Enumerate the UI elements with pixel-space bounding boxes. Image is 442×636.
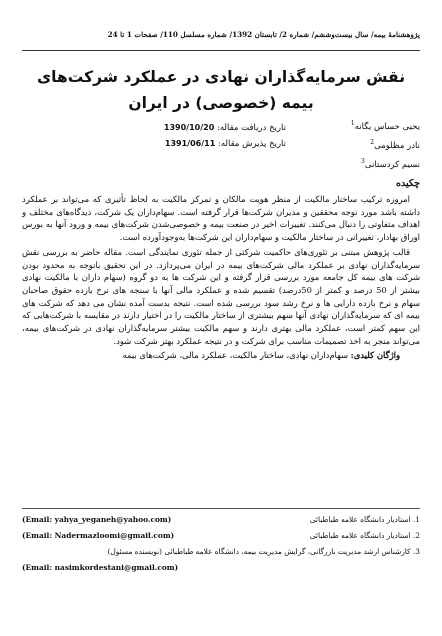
author-list [270,116,420,172]
footnote-affiliation: 3. کارشناس ارشد مدیریت بازرگانی، گرایش مدیریت بیمه، دانشگاه علامه طباطبائی (نویسنده مسئول) [107,547,420,556]
footnote-rule [22,508,420,509]
author-name: یحیی حساس یگانه$^1$ [350,120,420,132]
received-date: تاریخ دریافت مقاله: 1390/10/20 [163,123,286,133]
author-name: نادر مظلومی$^2$ [370,138,420,151]
abstract-body [22,193,420,362]
footnote-item [22,562,420,578]
footnote-affiliation: 1. استادیار دانشگاه علامه طباطبائی [309,515,420,524]
keywords-list: سهام‌داران نهادی، ساختار مالکیت، عملکرد مالی، شرکت‌های بیمه [122,350,348,361]
footnote-item [22,530,420,546]
abstract-heading: چکیده [396,178,420,189]
abstract-paragraph: امروزه ترکیب ساختار مالکیت از منظر هویت مالکان و تمرکز مالکیت به لحاظ تأثیری که می‌تواند بر عملکرد داشته باشد مورد توجه محققین و مدیران شرکت‌ها قرار گرفته است. سهام‌داران یک شرکت، دیدگاه‌های مختلف و اهداف متفاوتی را دنبال می‌کنند. تغییرات اخیر در صنعت بیمه و خصوصی‌شدن شرکت‌های بیمه و ورود آنها به بورس اوراق بهادار، تغییراتی در ساختار مالکیت و سهام‌داران این شرکت‌ها به‌وجودآورده است. [22,194,420,243]
keywords [22,349,420,362]
footnote-affiliation: 2. استادیار دانشگاه علامه طباطبائی [309,531,420,540]
accepted-date: تاریخ پذیرش مقاله: 1391/06/11 [164,139,286,149]
footnote-item [22,546,420,562]
footnote-item [22,514,420,530]
header-rule [22,50,420,51]
paper-title: نقش سرمایه‌گذاران نهادی در عملکرد شرکت‌های بیمه (خصوصی) در ایران [36,68,406,112]
abstract-paragraph: قالب پژوهش مبتنی بر تئوری‌های حاکمیت شرکتی از جمله تئوری نمایندگی است. مقاله حاضر به بررسی نقش سرمایه‌گذاران نهادی بر عملکرد مالی شرکت‌های بیمه در ایران می‌پردازد. در این تحقیق باتوجه به محدود بودن شرکت های بیمه کل جامعه مورد بررسی قرار گرفته و این شرکت ها به دو گروه (سهام داران با مالکیت نهادی بیشتر از 50 درصد و کمتر از 50درصد) تقسیم شده و عملکرد مالی آنها با سنجه های نرخ بازده حقوق صاحبان سهام و نرخ بازده دارایی ها و نرخ رشد سود بررسی شده است. نتیجه بدست آمده نشان می دهد که شرکت های بیمه ای که سرمایه‌گذاران نهادی آنها سهم بیشتری از ساختار مالکیت را در اختیار دارند در مقایسه با شرکت‌هایی که این سهم کمتر است، عملکرد مالی بهتری دارند و سهم مالکیت بیشتر سرمایه‌گذاران نهادی در شرکت‌های بیمه، می‌تواند منجر به اخذ تصمیمات مناسب برای شرکت و در نتیجه عملکرد بهتر شرکت شود. [22,246,420,346]
article-dates [156,120,286,152]
footnotes [22,514,420,578]
keywords-label: واژگان کلیدی: [350,350,400,361]
footnote-email: (Email: nasimkordestani@gmail.com) [22,563,179,572]
footnote-email: (Email: Nadermazloomi@gmail.com) [22,531,175,540]
footnote-email: (Email: yahya_yeganeh@yahoo.com) [22,515,172,524]
running-head: پژوهشنامۀ بیمه/ سال بیست‌وششم/ شماره 2/ تابستان 1392/ شماره مسلسل 110/ صفحات 1 تا 24 [107,30,420,39]
author-name: نسیم کردستانی$^3$ [361,157,420,170]
